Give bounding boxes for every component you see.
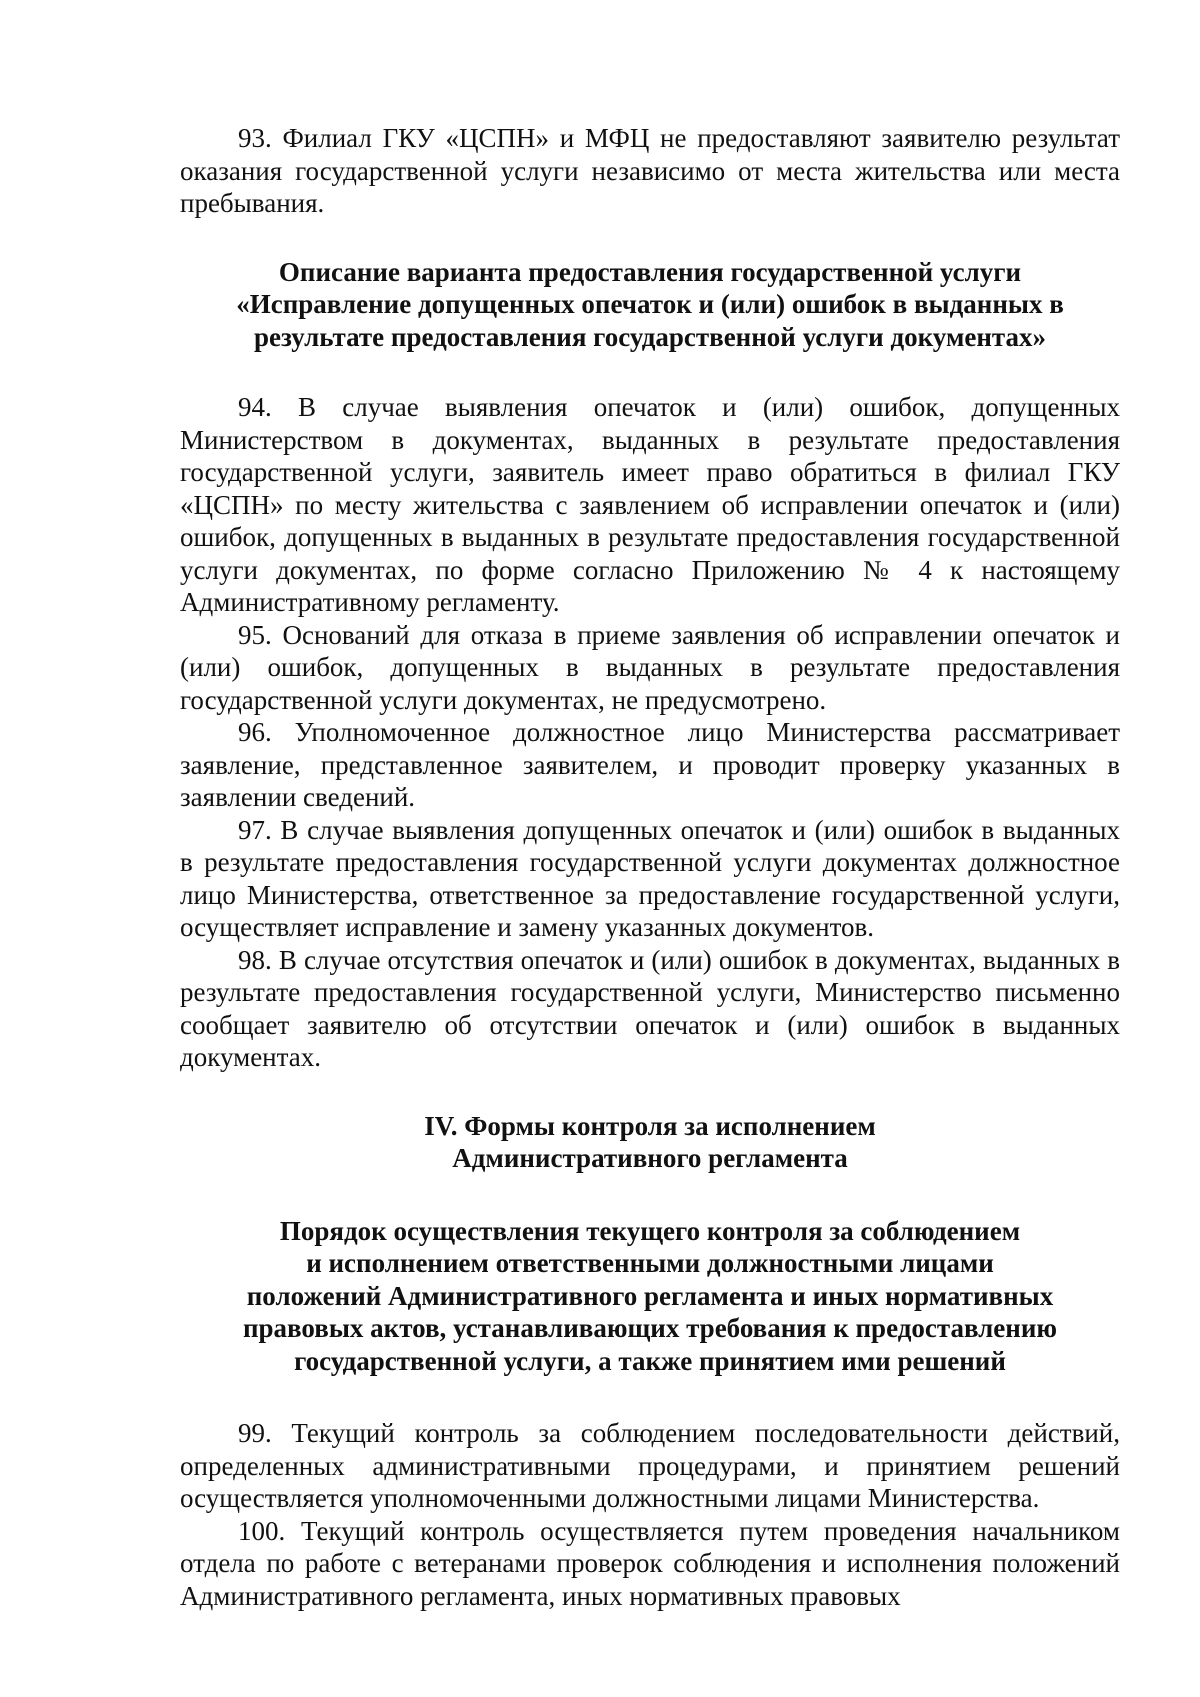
paragraph-98: 98. В случае отсутствия опечаток и (или) ошибок в документах, выданных в результате предоставления государственной услуги, Министерство письменно сообщает заявителю об отсутствии опечаток и (или) ошибок в выданных документах. <box>180 944 1120 1072</box>
heading-current-control <box>180 1215 1120 1378</box>
heading-line: положений Административного регламента и иных нормативных <box>246 1280 1054 1311</box>
heading-line: Порядок осуществления текущего контроля за соблюдением <box>279 1215 1021 1246</box>
paragraph-94: 94. В случае выявления опечаток и (или) ошибок, допущенных Министерством в документах, выданных в результате предоставления государственной услуги, заявитель имеет право обратиться в филиал ГКУ «ЦСПН» по месту жительства с заявлением об исправлении опечаток и (или) ошибок, допущенных в выданных в результате предоставления государственной услуги документах, по форме согласно Приложению № 4 к настоящему Административному регламенту. <box>180 392 1120 617</box>
paragraph-99: 99. Текущий контроль за соблюдением последовательности действий, определенных административными процедурами, и принятием решений осуществляется уполномоченными должностными лицами Министерства. <box>180 1418 1120 1513</box>
document-page <box>180 122 1120 1612</box>
paragraph-93: 93. Филиал ГКУ «ЦСПН» и МФЦ не предоставляют заявителю результат оказания государственной услуги независимо от места жительства или места пребывания. <box>180 123 1120 218</box>
paragraph-95: 95. Оснований для отказа в приеме заявления об исправлении опечаток и (или) ошибок, допущенных в выданных в результате предоставления государственной услуги документах, не предусмотрено. <box>180 619 1120 715</box>
heading-line: Описание варианта предоставления государственной услуги <box>278 256 1022 287</box>
heading-line: IV. Формы контроля за исполнением <box>424 1110 876 1141</box>
heading-line: государственной услуги, а также принятием ими решений <box>294 1345 1006 1376</box>
paragraph-96: 96. Уполномоченное должностное лицо Министерства рассматривает заявление, представленное заявителем, и проводит проверку указанных в заявлении сведений. <box>180 717 1120 812</box>
heading-line: результате предоставления государственной услуги документах» <box>254 321 1046 352</box>
section-heading-iv <box>180 1110 1120 1175</box>
heading-line: и исполнением ответственными должностными лицами <box>306 1248 994 1278</box>
paragraph-97: 97. В случае выявления допущенных опечаток и (или) ошибок в выданных в результате предоставления государственной услуги документах должностное лицо Министерства, ответственное за предоставление государственной услуги, осуществляет исправление и замену указанных документов. <box>180 814 1120 942</box>
heading-line: Административного регламента <box>452 1143 848 1173</box>
heading-variant-description <box>180 256 1120 354</box>
heading-line: правовых актов, устанавливающих требования к предоставлению <box>242 1313 1058 1343</box>
heading-line: «Исправление допущенных опечаток и (или) ошибок в выданных в <box>236 289 1064 319</box>
paragraph-100: 100. Текущий контроль осуществляется путем проведения начальником отдела по работе с ветеранами проверок соблюдения и исполнения положений Административного регламента, иных нормативных правовых <box>180 1515 1120 1611</box>
